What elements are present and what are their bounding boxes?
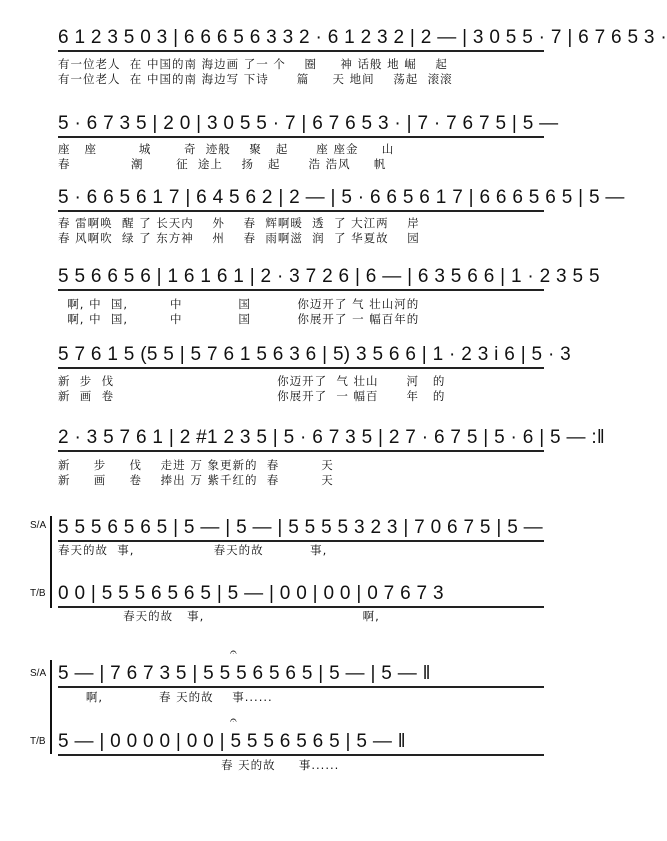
tb-lyric: 春天的故 事, 啊, xyxy=(58,609,380,623)
part-label-tb: T/B xyxy=(30,588,46,599)
sa-lyric: 啊, 春 天的故 事...... xyxy=(58,690,273,704)
lyric-verse-1: 新 步 伐 走进 万 象更新的 春 天 xyxy=(58,458,334,472)
notation-line: 5 7 6 1 5 (5 5 | 5 7 6 1 5 6 3 6 | 5) 3 5 6 6 | 1 · 2 3 i 6 | 5 · 3 xyxy=(58,344,572,365)
beam-line xyxy=(58,606,544,608)
lyric-verse-1: 有一位老人 在 中国的南 海边画 了一 个 圈 神 话般 地 崛 起 xyxy=(58,57,448,71)
notation-line: 5 5 6 6 5 6 | 1 6 1 6 1 | 2 · 3 7 2 6 | 6 — | 6 3 5 6 6 | 1 · 2 3 5 5 xyxy=(58,266,600,287)
beam-line xyxy=(58,686,544,688)
beam-line xyxy=(58,210,544,212)
lyric-verse-2: 有一位老人 在 中国的南 海边写 下诗 篇 天 地间 荡起 滚滚 xyxy=(58,72,453,86)
system-brace xyxy=(50,516,52,608)
fermata-icon: 𝄐 xyxy=(230,713,237,727)
lyric-verse-1: 座 座 城 奇 迹般 聚 起 座 座金 山 xyxy=(58,142,395,156)
beam-line xyxy=(58,50,544,52)
beam-line xyxy=(58,450,544,452)
beam-line xyxy=(58,754,544,756)
tb-lyric: 春 天的故 事...... xyxy=(58,758,340,772)
beam-line xyxy=(58,136,544,138)
notation-line: 5 · 6 6 5 6 1 7 | 6 4 5 6 2 | 2 — | 5 · 6 6 5 6 1 7 | 6 6 6 5 6 5 | 5 — xyxy=(58,187,625,208)
part-label-sa: S/A xyxy=(30,520,47,531)
notation-line: 6 1 2 3 5 0 3 | 6 6 6 5 6 3 3 2 · 6 1 2 3 2 | 2 — | 3 0 5 5 · 7 | 6 7 6 5 3 · xyxy=(58,27,667,48)
beam-line xyxy=(58,367,544,369)
tb-notation-line: 5 — | 0 0 0 0 | 0 0 | 5 5 5 6 5 6 5 | 5 — ‖ xyxy=(58,731,406,752)
lyric-verse-1: 新 步 伐 你迈开了 气 壮山 河 的 xyxy=(58,374,446,388)
sa-lyric: 春天的故 事, 春天的故 事, xyxy=(58,543,328,557)
sa-notation-line: 5 — | 7 6 7 3 5 | 5 5 5 6 5 6 5 | 5 — | 5 — ‖ xyxy=(58,663,431,684)
sa-notation-line: 5 5 5 6 5 6 5 | 5 — | 5 — | 5 5 5 5 3 2 3 | 7 0 6 7 5 | 5 — xyxy=(58,517,543,538)
system-brace xyxy=(50,660,52,754)
lyric-verse-2: 春 风啊吹 绿 了 东方神 州 春 雨啊滋 润 了 华夏故 园 xyxy=(58,231,420,245)
beam-line xyxy=(58,540,544,542)
lyric-verse-2: 新 画 卷 捧出 万 紫千红的 春 天 xyxy=(58,473,334,487)
part-label-sa: S/A xyxy=(30,668,47,679)
tb-notation-line: 0 0 | 5 5 5 6 5 6 5 | 5 — | 0 0 | 0 0 | 0 7 6 7 3 xyxy=(58,583,444,604)
lyric-verse-2: 新 画 卷 你展开了 一 幅百 年 的 xyxy=(58,389,446,403)
fermata-icon: 𝄐 xyxy=(230,645,237,659)
lyric-verse-1: 啊, 中 国, 中 国 你迈开了 气 壮山河的 xyxy=(58,297,420,311)
lyric-verse-1: 春 雷啊唤 醒 了 长天内 外 春 辉啊暖 透 了 大江两 岸 xyxy=(58,216,420,230)
lyric-verse-2: 啊, 中 国, 中 国 你展开了 一 幅百年的 xyxy=(58,312,420,326)
part-label-tb: T/B xyxy=(30,736,46,747)
notation-line: 5 · 6 7 3 5 | 2 0 | 3 0 5 5 · 7 | 6 7 6 5 3 · | 7 · 7 6 7 5 | 5 — xyxy=(58,113,559,134)
lyric-verse-2: 春 潮 征 途上 扬 起 浩 浩风 帆 xyxy=(58,157,387,171)
notation-line: 2 · 3 5 7 6 1 | 2 #1 2 3 5 | 5 · 6 7 3 5 | 2 7 · 6 7 5 | 5 · 6 | 5 — :‖ xyxy=(58,427,606,448)
beam-line xyxy=(58,289,544,291)
